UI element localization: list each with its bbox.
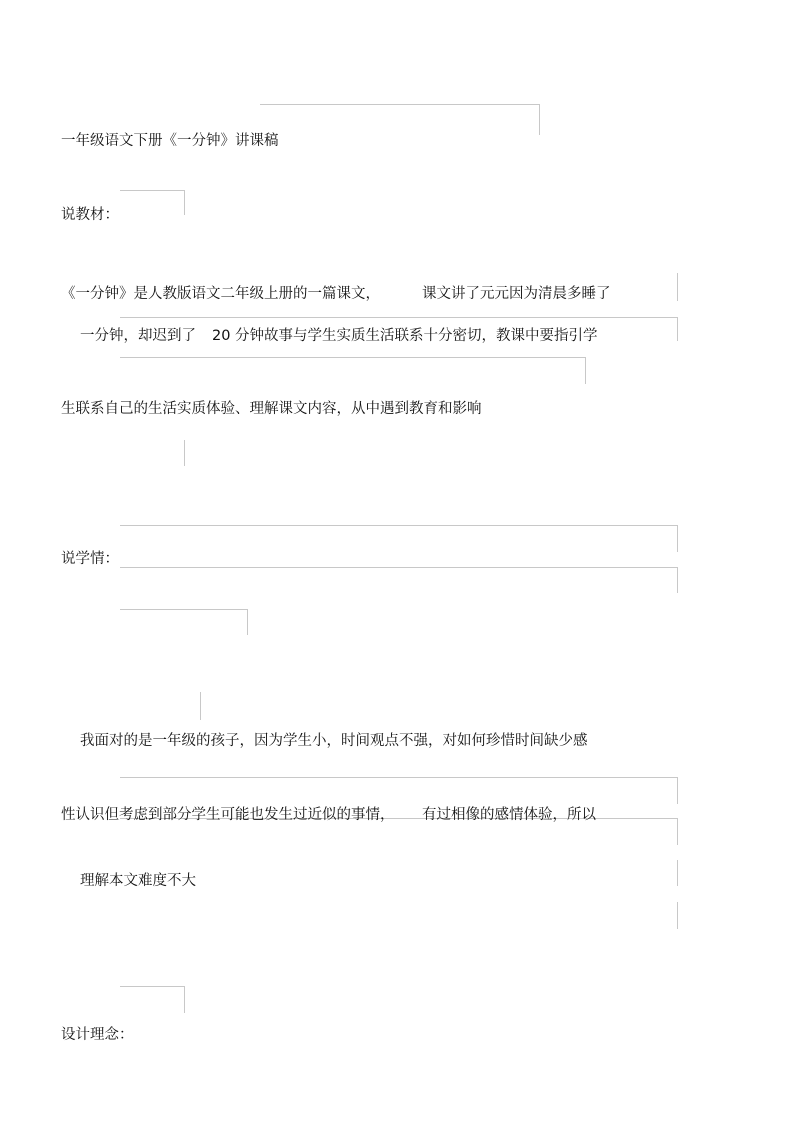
paragraph-line: 理解本文难度不大	[80, 873, 196, 889]
guide-line	[539, 104, 540, 135]
paragraph-line: 我面对的是一年级的孩子，因为学生小，时间观点不强，对如何珍惜时间缺少感	[80, 733, 588, 749]
guide-line	[184, 986, 185, 1013]
guide-line	[120, 609, 248, 610]
guide-line	[200, 692, 201, 720]
paragraph-line: 一分钟，却迟到了	[80, 328, 196, 344]
guide-line	[120, 357, 586, 358]
paragraph-line: 课文讲了元元因为清晨多睡了	[422, 286, 611, 302]
section-heading-students: 说学情：	[61, 551, 119, 567]
guide-line	[677, 818, 678, 845]
guide-line	[247, 609, 248, 635]
guide-line	[120, 317, 678, 318]
section-heading-textbook: 说教材：	[61, 207, 119, 223]
guide-line	[677, 273, 678, 301]
section-heading-design: 设计理念：	[61, 1027, 134, 1043]
guide-line	[120, 777, 678, 778]
guide-line	[677, 777, 678, 804]
page-title: 一年级语文下册《一分钟》讲课稿	[61, 133, 279, 149]
paragraph-line: 性认识但考虑到部分学生可能也发生过近似的事情，	[61, 807, 395, 823]
paragraph-line: 20 分钟故事与学生实质生活联系十分密切，教课中要指引学	[212, 328, 598, 344]
paragraph-line: 《一分钟》是人教版语文二年级上册的一篇课文，	[61, 286, 380, 302]
guide-line	[120, 190, 185, 191]
guide-line	[184, 190, 185, 215]
guide-line	[677, 525, 678, 552]
guide-line	[260, 104, 540, 105]
paragraph-line: 生联系自己的生活实质体验、理解课文内容，从中遇到教育和影响	[61, 401, 482, 417]
paragraph-line: 有过相像的感情体验，所以	[422, 807, 596, 823]
guide-line	[677, 860, 678, 886]
guide-line	[677, 567, 678, 593]
guide-line	[677, 902, 678, 929]
guide-line	[120, 567, 678, 568]
guide-line	[184, 440, 185, 466]
guide-line	[677, 317, 678, 341]
guide-line	[120, 986, 185, 987]
guide-line	[120, 525, 678, 526]
guide-line	[585, 357, 586, 384]
